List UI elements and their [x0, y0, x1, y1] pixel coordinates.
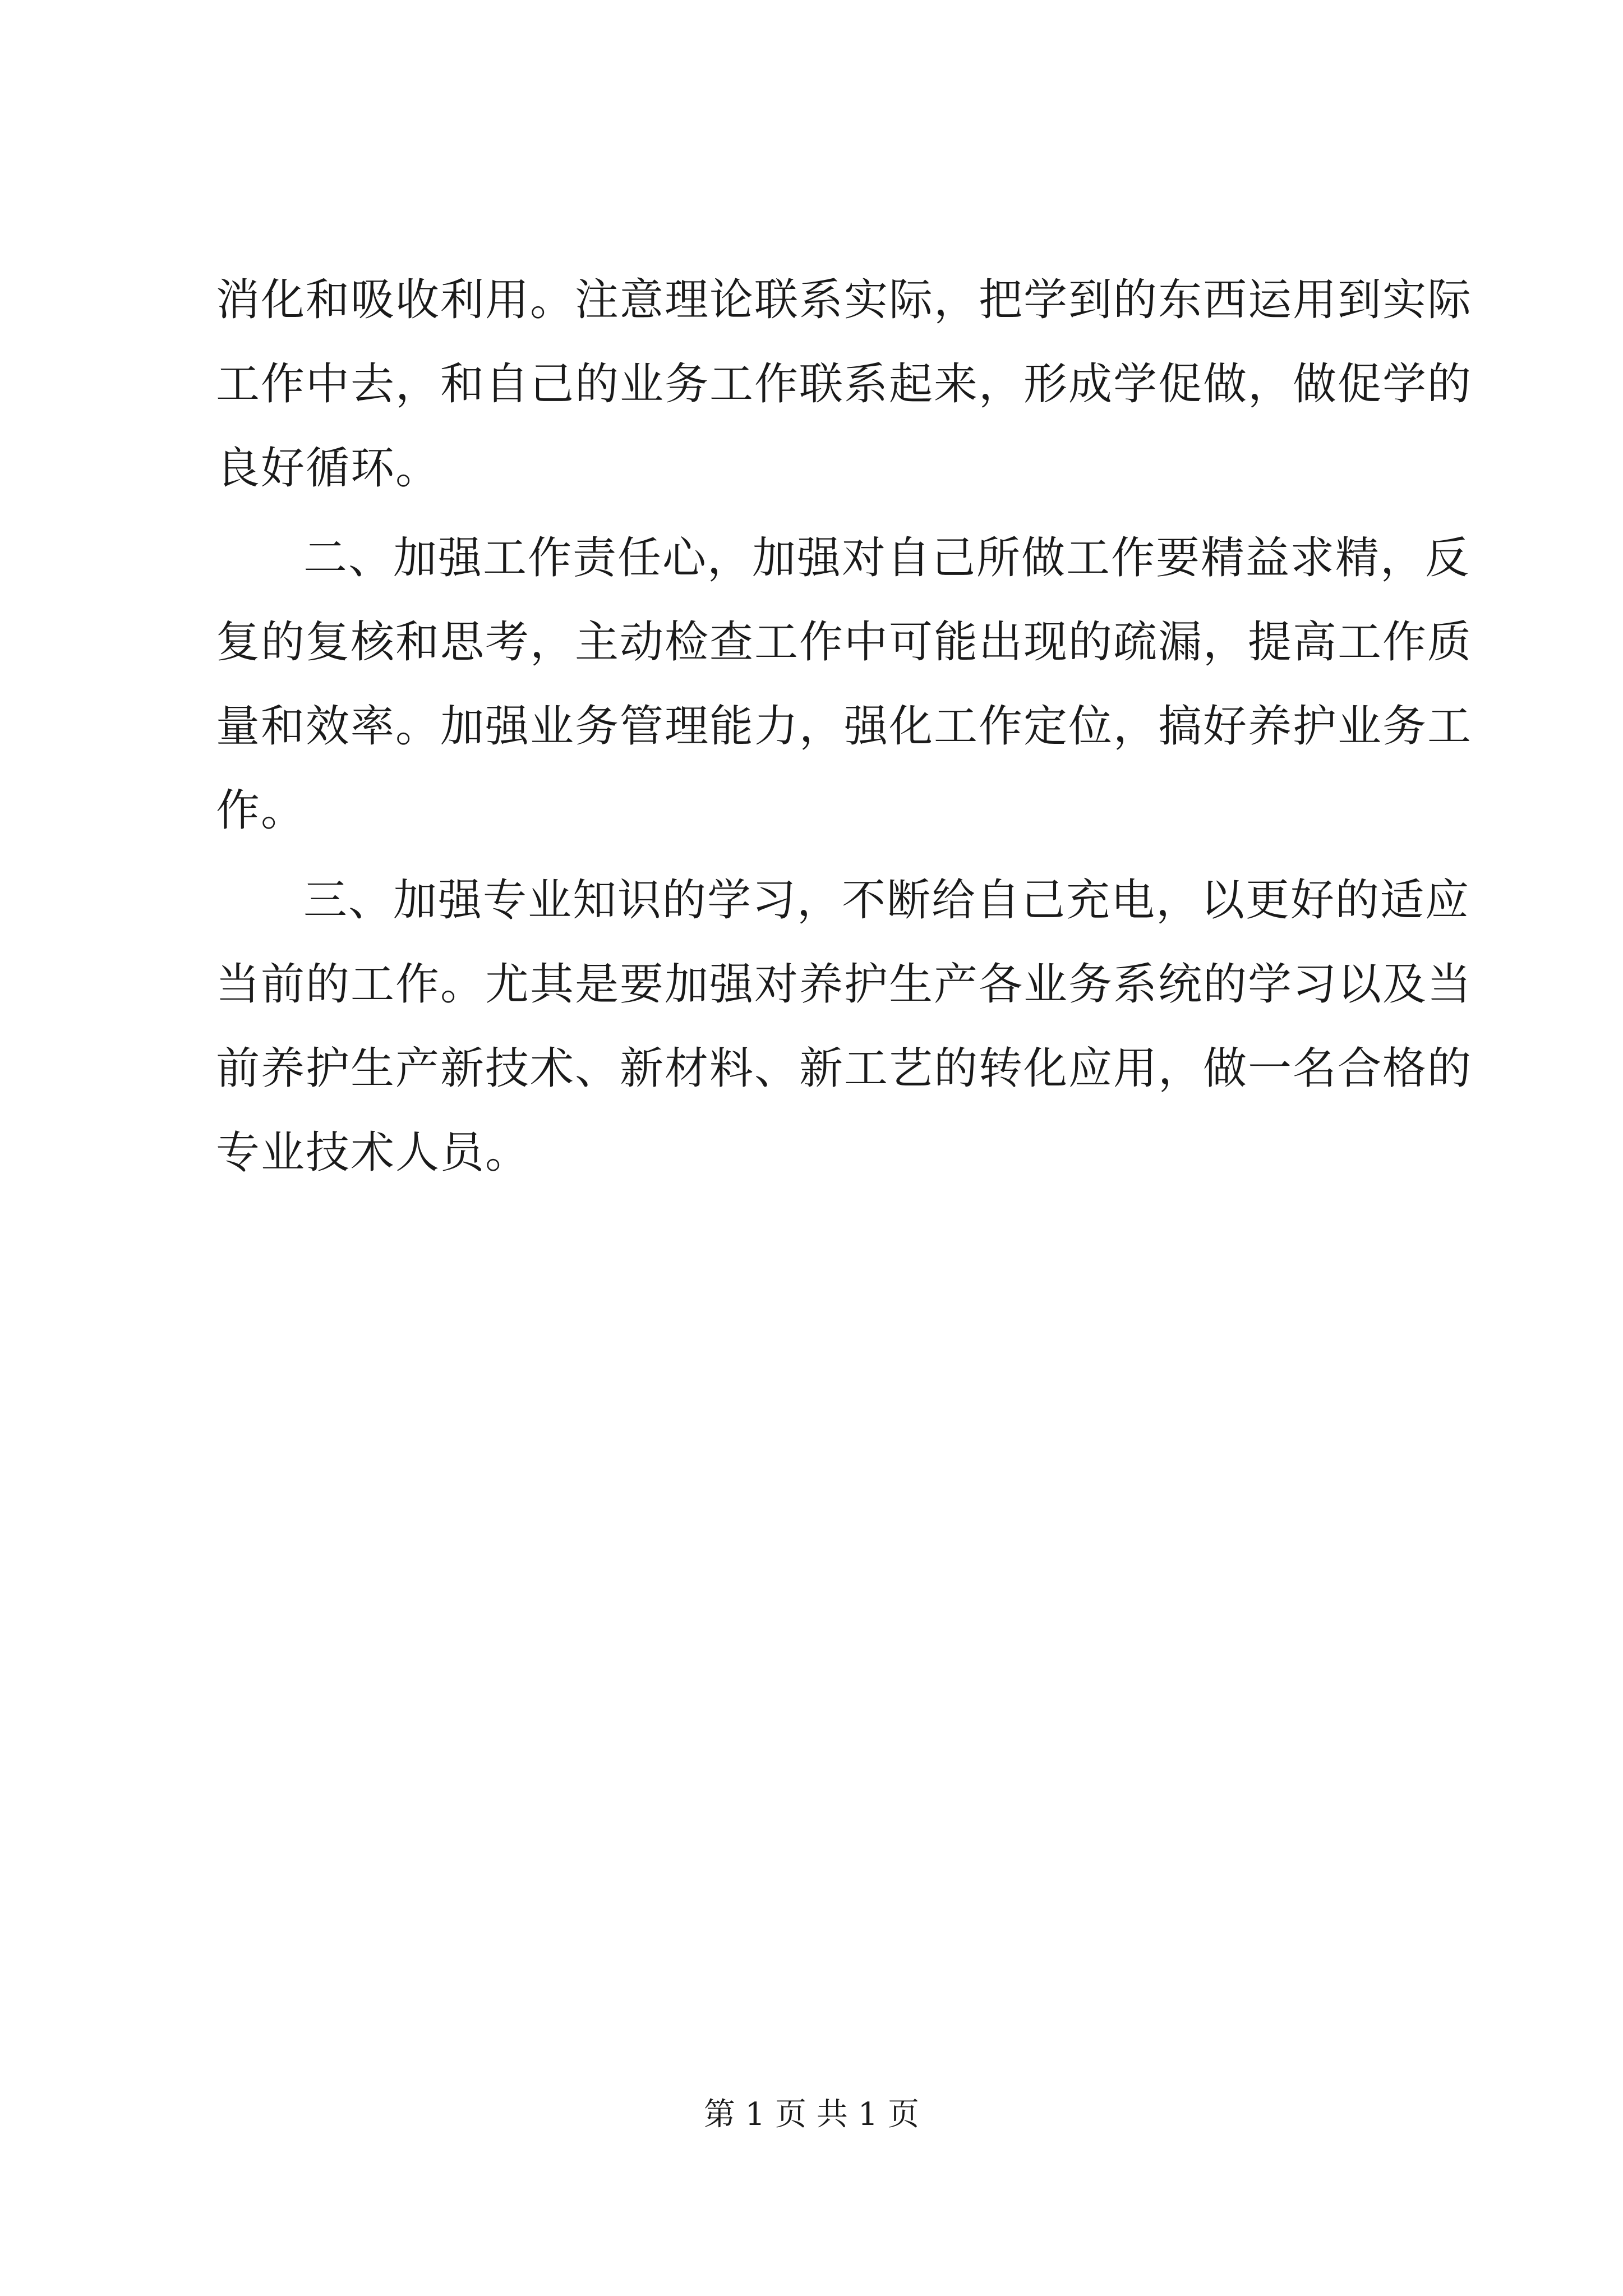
paragraph-line: 消化和吸收利用。注意理论联系实际，把学到的东西运用到实际 — [216, 275, 1473, 325]
page-footer: 第 1 页 共 1 页 — [703, 2096, 920, 2133]
paragraph-line: 前养护生产新技术、新材料、新工艺的转化应用，做一名合格的 — [216, 1043, 1473, 1094]
paragraph-line: 量和效率。加强业务管理能力，强化工作定位，搞好养护业务工 — [216, 701, 1473, 752]
paragraph-continuation — [216, 258, 1473, 510]
paragraph-line: 作。 — [216, 785, 306, 836]
paragraph-line: 良好循环。 — [216, 443, 441, 494]
paragraph-line: 专业技术人员。 — [216, 1128, 531, 1178]
paragraph-line: 复的复核和思考，主动检查工作中可能出现的疏漏，提高工作质 — [216, 617, 1473, 668]
paragraph-line: 当前的工作。尤其是要加强对养护生产各业务系统的学习以及当 — [216, 959, 1473, 1010]
paragraph-2 — [216, 516, 1473, 853]
paragraph-line: 二、加强工作责任心，加强对自己所做工作要精益求精，反 — [303, 533, 1470, 583]
paragraph-3 — [216, 858, 1473, 1195]
paragraph-line: 工作中去，和自己的业务工作联系起来，形成学促做，做促学的 — [216, 359, 1473, 409]
document-body — [216, 258, 1473, 1195]
paragraph-line: 三、加强专业知识的学习，不断给自己充电，以更好的适应 — [303, 875, 1470, 926]
